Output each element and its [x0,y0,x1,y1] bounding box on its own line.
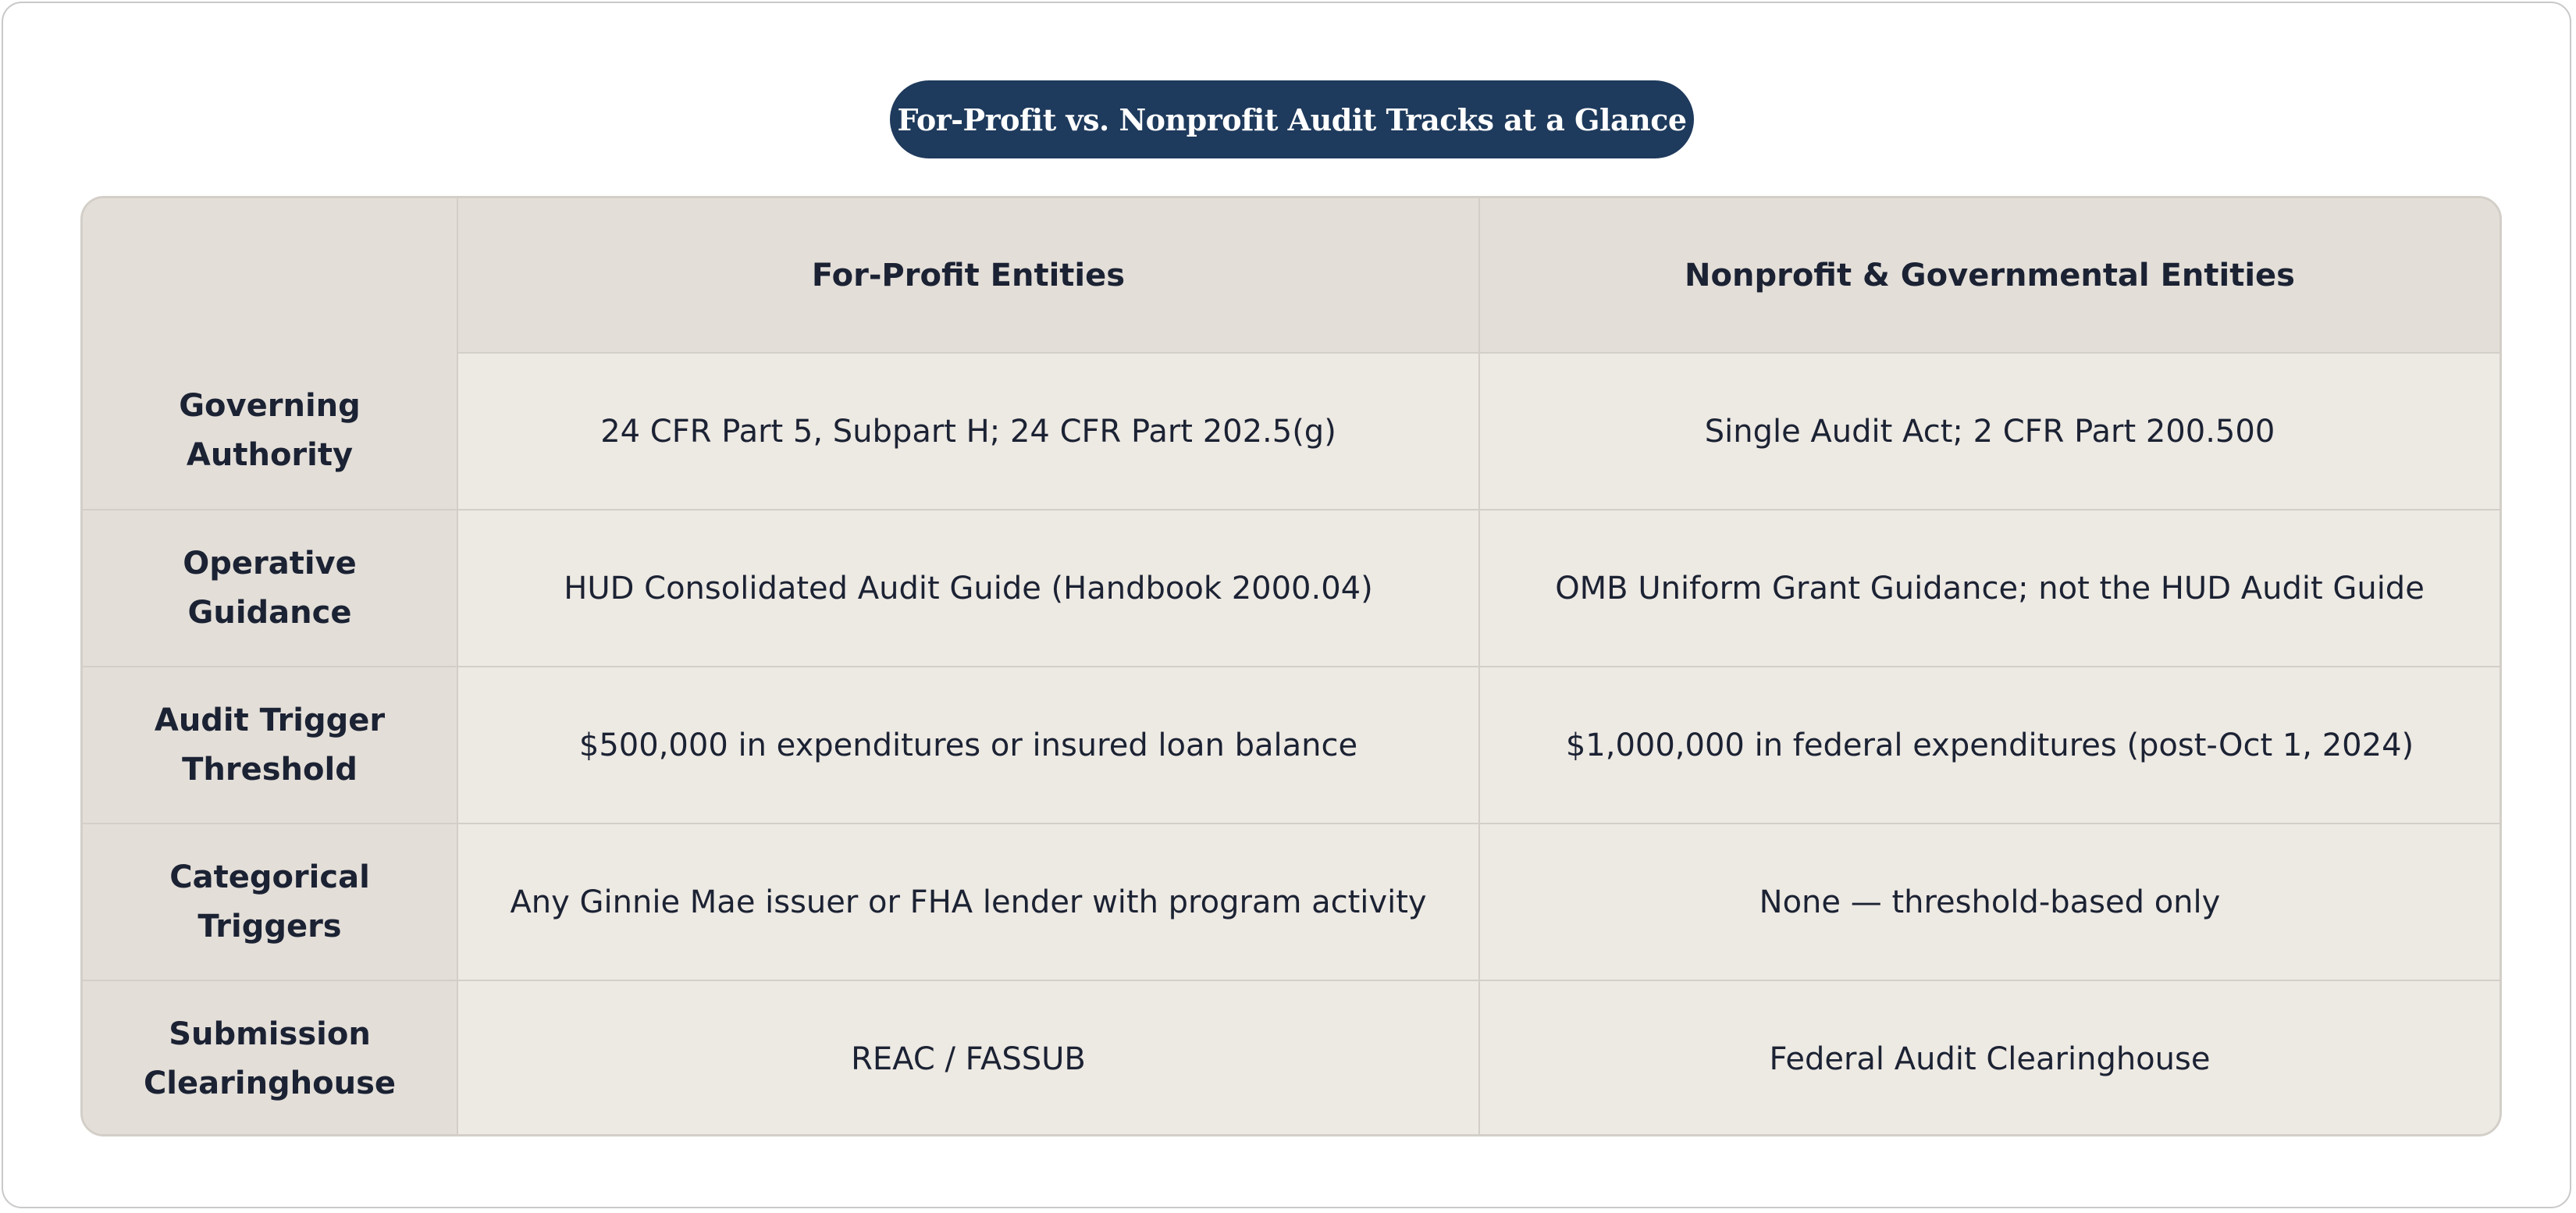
header-nonprofit: Nonprofit & Governmental Entities [1479,198,2500,353]
cell-nonprofit: Federal Audit Clearinghouse [1479,980,2500,1137]
row-label-audit-trigger-threshold: Audit Trigger Threshold [83,667,457,823]
cell-for-profit: HUD Consolidated Audit Guide (Handbook 2000.04) [457,510,1479,667]
table-row [83,823,2500,980]
table-header-row [83,198,2500,353]
cell-nonprofit: Single Audit Act; 2 CFR Part 200.500 [1479,353,2500,510]
page-frame [2,2,2571,1208]
cell-nonprofit: None — threshold-based only [1479,823,2500,980]
cell-for-profit: REAC / FASSUB [457,980,1479,1137]
row-label-submission-clearinghouse: Submission Clearinghouse [83,980,457,1137]
page-title: For-Profit vs. Nonprofit Audit Tracks at a Glance [890,80,1694,158]
cell-for-profit: 24 CFR Part 5, Subpart H; 24 CFR Part 202.5(g) [457,353,1479,510]
row-label-operative-guidance: Operative Guidance [83,510,457,667]
header-corner-cell [83,198,457,353]
table-row [83,980,2500,1137]
cell-for-profit: $500,000 in expenditures or insured loan balance [457,667,1479,823]
audit-tracks-table [83,198,2500,1137]
cell-nonprofit: $1,000,000 in federal expenditures (post-Oct 1, 2024) [1479,667,2500,823]
comparison-table [80,196,2502,1137]
table-row [83,667,2500,823]
cell-nonprofit: OMB Uniform Grant Guidance; not the HUD Audit Guide [1479,510,2500,667]
row-label-categorical-triggers: Categorical Triggers [83,823,457,980]
row-label-governing-authority: Governing Authority [83,353,457,510]
header-for-profit: For-Profit Entities [457,198,1479,353]
table-row [83,353,2500,510]
cell-for-profit: Any Ginnie Mae issuer or FHA lender with program activity [457,823,1479,980]
table-row [83,510,2500,667]
